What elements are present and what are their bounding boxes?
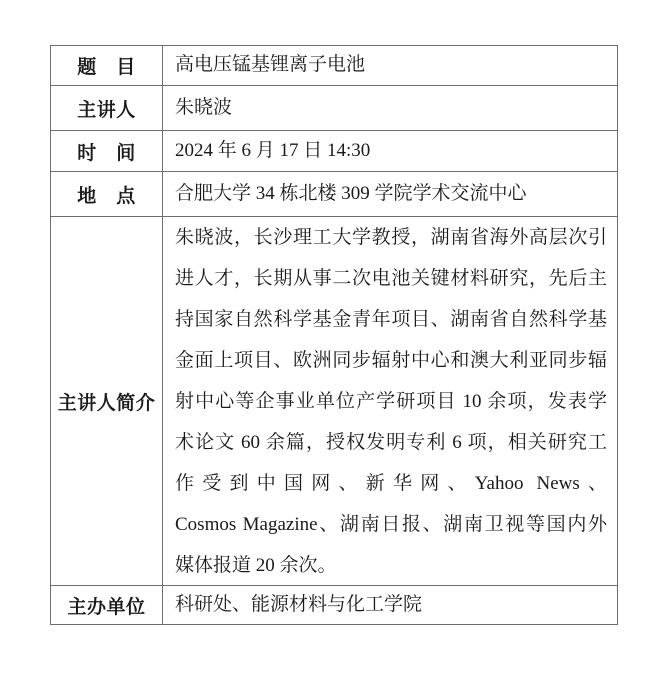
bio-line: 作受到中国网、新华网、Yahoo News、 (175, 473, 607, 494)
table-row-place (51, 171, 617, 216)
speaker-bio-value (163, 217, 617, 585)
title-value: 高电压锰基锂离子电池 (175, 54, 366, 76)
time-label: 时 间 (51, 131, 163, 171)
speaker-value: 朱晓波 (175, 96, 233, 118)
bio-line: 持国家自然科学基金青年项目、湖南省自然科学基 (175, 309, 607, 330)
organizer-label: 主办单位 (51, 586, 163, 624)
organizer-value: 科研处、能源材料与化工学院 (175, 593, 423, 615)
lecture-info-table (50, 45, 618, 625)
table-row-speaker-bio (51, 216, 617, 585)
time-value: 2024 年 6 月 17 日 14:30 (175, 139, 371, 161)
speaker-label: 主讲人 (51, 86, 163, 130)
table-row-title (51, 46, 617, 85)
speaker-bio-label: 主讲人简介 (51, 217, 163, 585)
place-label: 地 点 (51, 172, 163, 216)
bio-line: 术论文 60 余篇，授权发明专利 6 项，相关研究工 (175, 432, 607, 453)
bio-line: 进人才，长期从事二次电池关键材料研究，先后主 (175, 268, 607, 289)
table-row-organizer (51, 585, 617, 624)
place-value: 合肥大学 34 栋北楼 309 学院学术交流中心 (175, 182, 527, 204)
title-label: 题 目 (51, 46, 163, 85)
bio-line: Cosmos Magazine、湖南日报、湖南卫视等国内外 (175, 514, 607, 535)
bio-line: 朱晓波，长沙理工大学教授，湖南省海外高层次引 (175, 227, 607, 248)
bio-line: 金面上项目、欧洲同步辐射中心和澳大利亚同步辐 (175, 350, 607, 371)
bio-line: 媒体报道 20 余次。 (175, 555, 337, 576)
table-row-time (51, 130, 617, 171)
table-row-speaker (51, 85, 617, 130)
bio-line: 射中心等企事业单位产学研项目 10 余项，发表学 (175, 391, 607, 412)
